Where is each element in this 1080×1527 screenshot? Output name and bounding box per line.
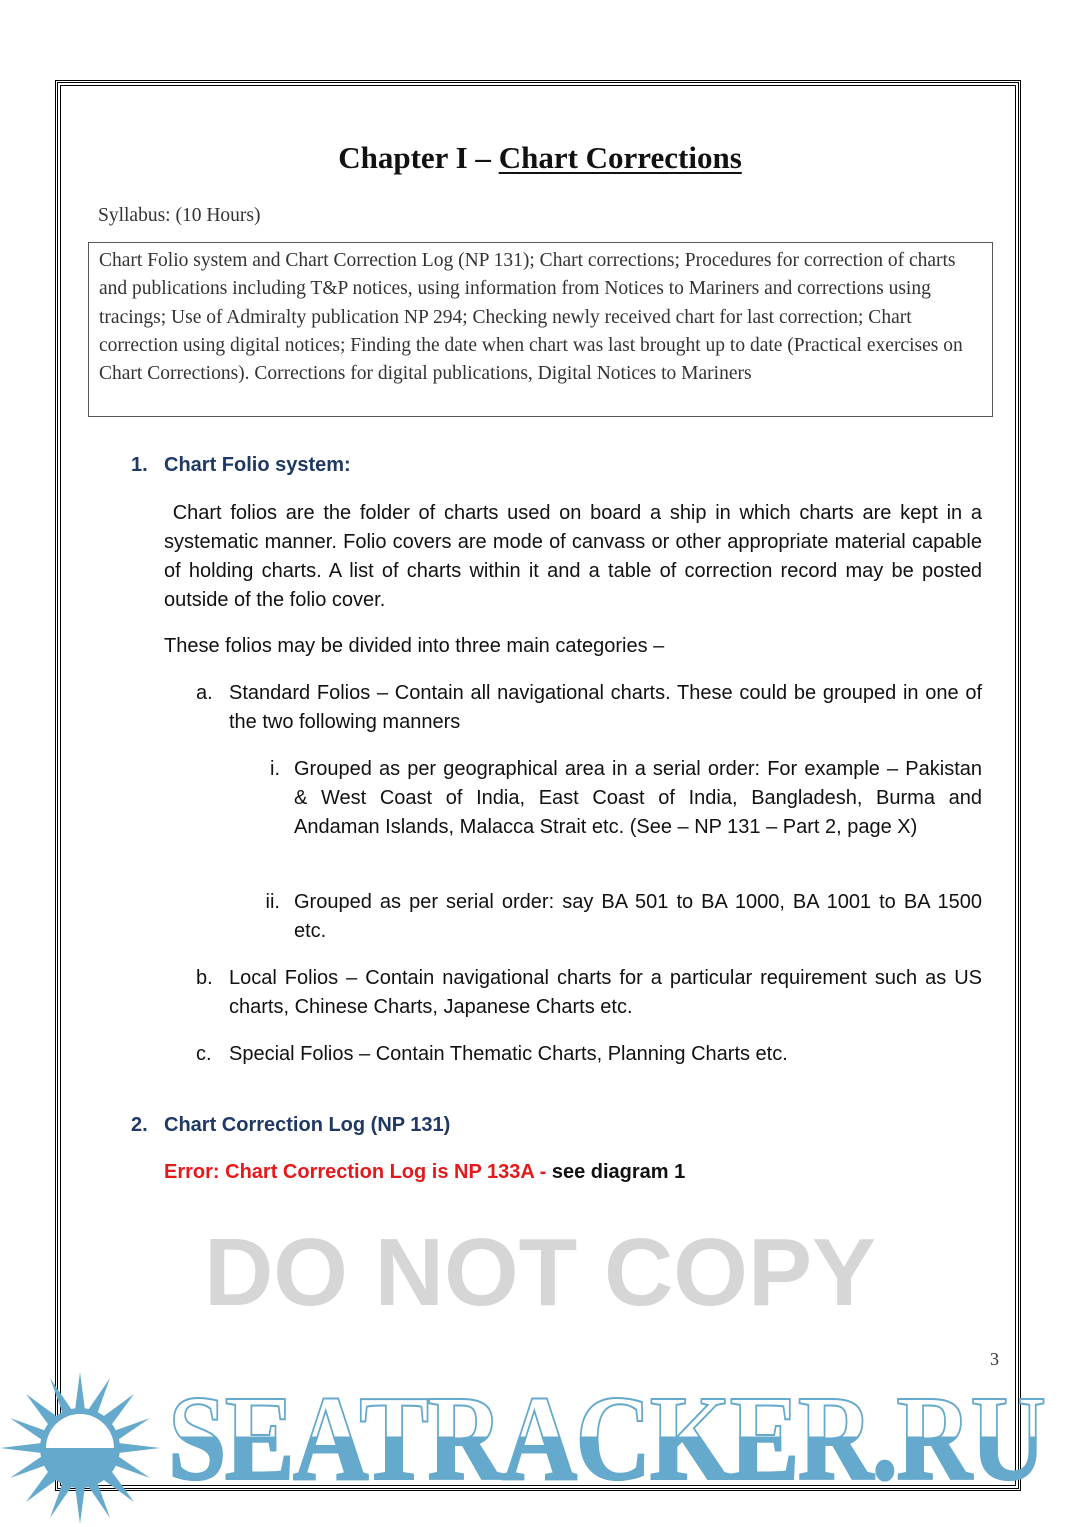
- item-c-marker: c.: [196, 1043, 212, 1065]
- section1-number: 1.: [131, 454, 148, 476]
- sun-logo-icon: [0, 1368, 165, 1527]
- syllabus-box: Chart Folio system and Chart Correction Log (NP 131); Chart corrections; Procedures for correction of charts and publications including T&P notices, using information from Notices to Mariners and corrections using tracings; Use of Admiralty publication NP 294; Checking newly received chart for last correction; Chart correction using digital notices; Finding the date when chart was last brought up to date (Practical exercises on Chart Corrections). Corrections for digital publications, Digital Notices to Mariners: [88, 242, 993, 417]
- see-diagram-text: see diagram 1: [551, 1161, 686, 1183]
- subitem-i-text: Grouped as per geographical area in a serial order: For example – Pakistan & West Coast of India, East Coast of India, Bangladesh, Burma and Andaman Islands, Malacca Strait etc. (See – NP 131 – Part 2, page X): [294, 758, 982, 838]
- subitem-i-marker: i.: [270, 758, 280, 780]
- item-c-text: Special Folios – Contain Thematic Charts, Planning Charts etc.: [229, 1043, 788, 1065]
- section1-paragraph: Chart folios are the folder of charts used on board a ship in which charts are kept in a systematic manner. Folio covers are mode of canvass or other appropriate material capable of holding charts. A list of charts within it and a table of correction record may be posted outside of the folio cover.: [164, 502, 982, 611]
- chapter-title: [0, 140, 1080, 176]
- section1-heading: Chart Folio system:: [164, 454, 351, 476]
- error-note: [164, 1161, 685, 1184]
- item-a-text: Standard Folios – Contain all navigational charts. These could be grouped in one of the two following manners: [229, 682, 982, 733]
- section2-heading: Chart Correction Log (NP 131): [164, 1114, 451, 1136]
- watermark: DO NOT COPY: [203, 1219, 877, 1326]
- item-b-marker: b.: [196, 967, 213, 989]
- syllabus-label: Syllabus: (10 Hours): [98, 205, 261, 226]
- title-prefix: Chapter I –: [338, 140, 499, 175]
- error-text: Error: Chart Correction Log is NP 133A -: [164, 1161, 552, 1183]
- subitem-ii-marker: ii.: [265, 891, 280, 913]
- subitem-ii-text: Grouped as per serial order: say BA 501 to BA 1000, BA 1001 to BA 1500 etc.: [294, 891, 982, 942]
- item-b-text: Local Folios – Contain navigational charts for a particular requirement such as US charts, Chinese Charts, Japanese Charts etc.: [229, 967, 982, 1018]
- item-a-marker: a.: [196, 682, 213, 704]
- title-underlined: Chart Corrections: [498, 140, 742, 175]
- page-number: 3: [990, 1349, 999, 1369]
- section1-intro: These folios may be divided into three main categories –: [164, 635, 665, 657]
- site-logo-text: SEATRACKER.RU: [168, 1371, 1045, 1506]
- section2-number: 2.: [131, 1114, 148, 1136]
